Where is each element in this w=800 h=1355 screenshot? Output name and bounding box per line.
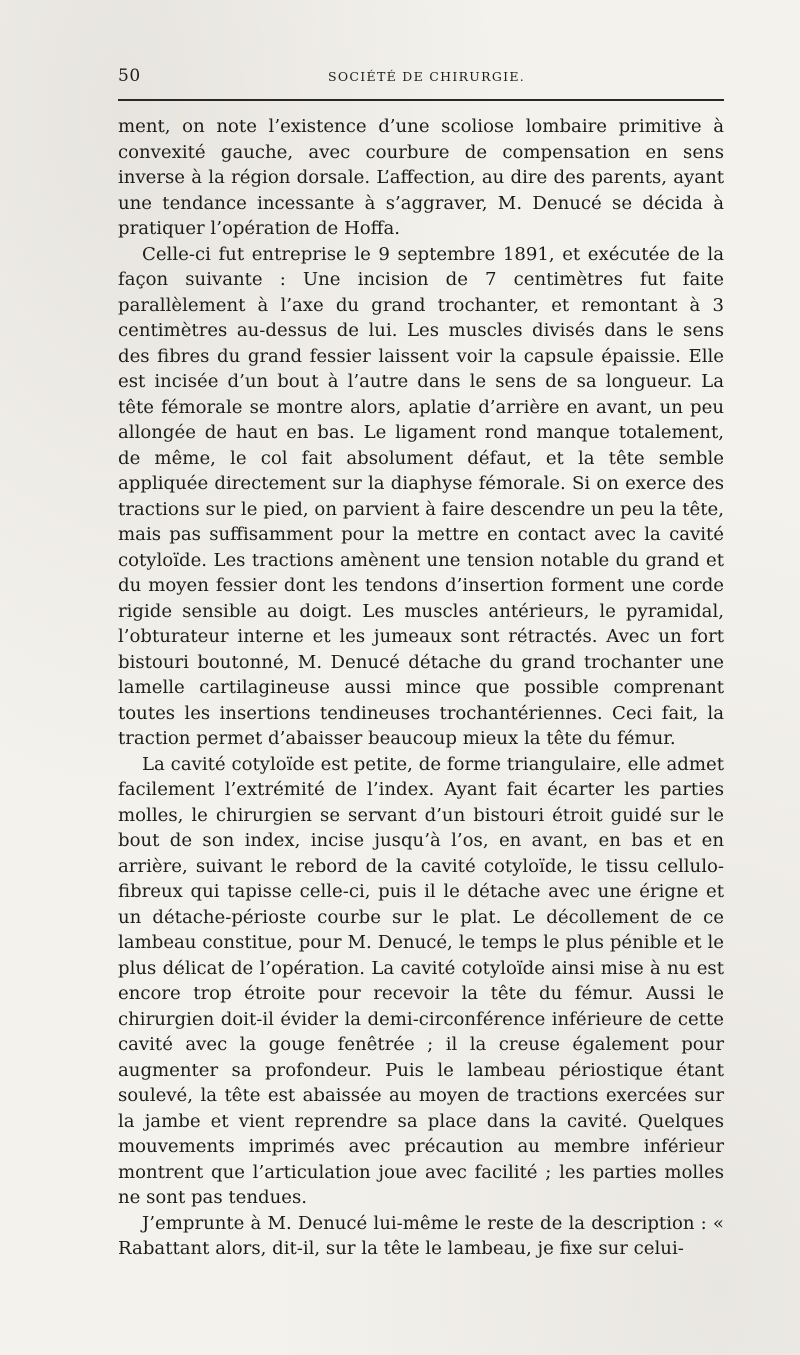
header-rule <box>118 99 724 101</box>
paragraph: Celle-ci fut entreprise le 9 septembre 1891, et exécutée de la façon suivante : Une incision de 7 centimètres fut faite parallèlement à l’axe du grand trochanter, et remontant à 3 centimètres au-dessus de lui. Les muscles divisés dans le sens des fibres du grand fessier laissent voir la capsule épaissie. Elle est incisée d’un bout à l’autre dans le sens de sa longueur. La tête fémorale se montre alors, aplatie d’arrière en avant, un peu allongée de haut en bas. Le ligament rond manque totalement, de même, le col fait absolument défaut, et la tête semble appliquée directement sur la diaphyse fémorale. Si on exerce des tractions sur le pied, on parvient à faire descendre un peu la tête, mais pas suffisamment pour la mettre en contact avec la cavité cotyloïde. Les tractions amènent une tension notable du grand et du moyen fessier dont les tendons d’insertion forment une corde rigide sensible au doigt. Les muscles antérieurs, le pyramidal, l’obturateur interne et les jumeaux sont rétractés. Avec un fort bistouri boutonné, M. Denucé détache du grand trochanter une lamelle cartilagineuse aussi mince que possible comprenant toutes les insertions tendineuses trochantériennes. Ceci fait, la traction permet d’abaisser beaucoup mieux la tête du fémur. <box>118 243 724 749</box>
body-text <box>118 114 724 1262</box>
running-title: SOCIÉTÉ DE CHIRURGIE. <box>328 69 526 84</box>
paragraph: La cavité cotyloïde est petite, de forme triangulaire, elle admet facilement l’extrémité de l’index. Ayant fait écarter les parties molles, le chirurgien se servant d’un bistouri étroit guidé sur le bout de son index, incise jusqu’à l’os, en avant, en bas et en arrière, suivant le rebord de la cavité cotyloïde, le tissu cellulo-fibreux qui tapisse celle-ci, puis il le détache avec une érigne et un détache-périoste courbe sur le plat. Le décollement de ce lambeau constitue, pour M. Denucé, le temps le plus pénible et le plus délicat de l’opération. La cavité cotyloïde ainsi mise à nu est encore trop étroite pour recevoir la tête du fémur. Aussi le chirurgien doit-il évider la demi-circonférence inférieure de cette cavité avec la gouge fenêtrée ; il la creuse également pour augmenter sa profondeur. Puis le lambeau périostique étant soulevé, la tête est abaissée au moyen de tractions exercées sur la jambe et vient reprendre sa place dans la cavité. Quelques mouvements imprimés avec précaution au membre inférieur montrent que l’articulation joue avec facilité ; les parties molles ne sont pas tendues. <box>118 753 724 1208</box>
paragraph: J’emprunte à M. Denucé lui-même le reste de la description : « Rabattant alors, dit-il, sur la tête le lambeau, je fixe sur celui- <box>118 1212 724 1259</box>
page-number: 50 <box>118 66 141 86</box>
page-header <box>118 66 724 94</box>
paragraph-continued: ment, on note l’existence d’une scoliose lombaire primitive à convexité gauche, avec courbure de compensation en sens inverse à la région dorsale. L’affection, au dire des parents, ayant une tendance incessante à s’aggraver, M. Denucé se décida à pratiquer l’opération de Hoffa. <box>118 116 724 239</box>
